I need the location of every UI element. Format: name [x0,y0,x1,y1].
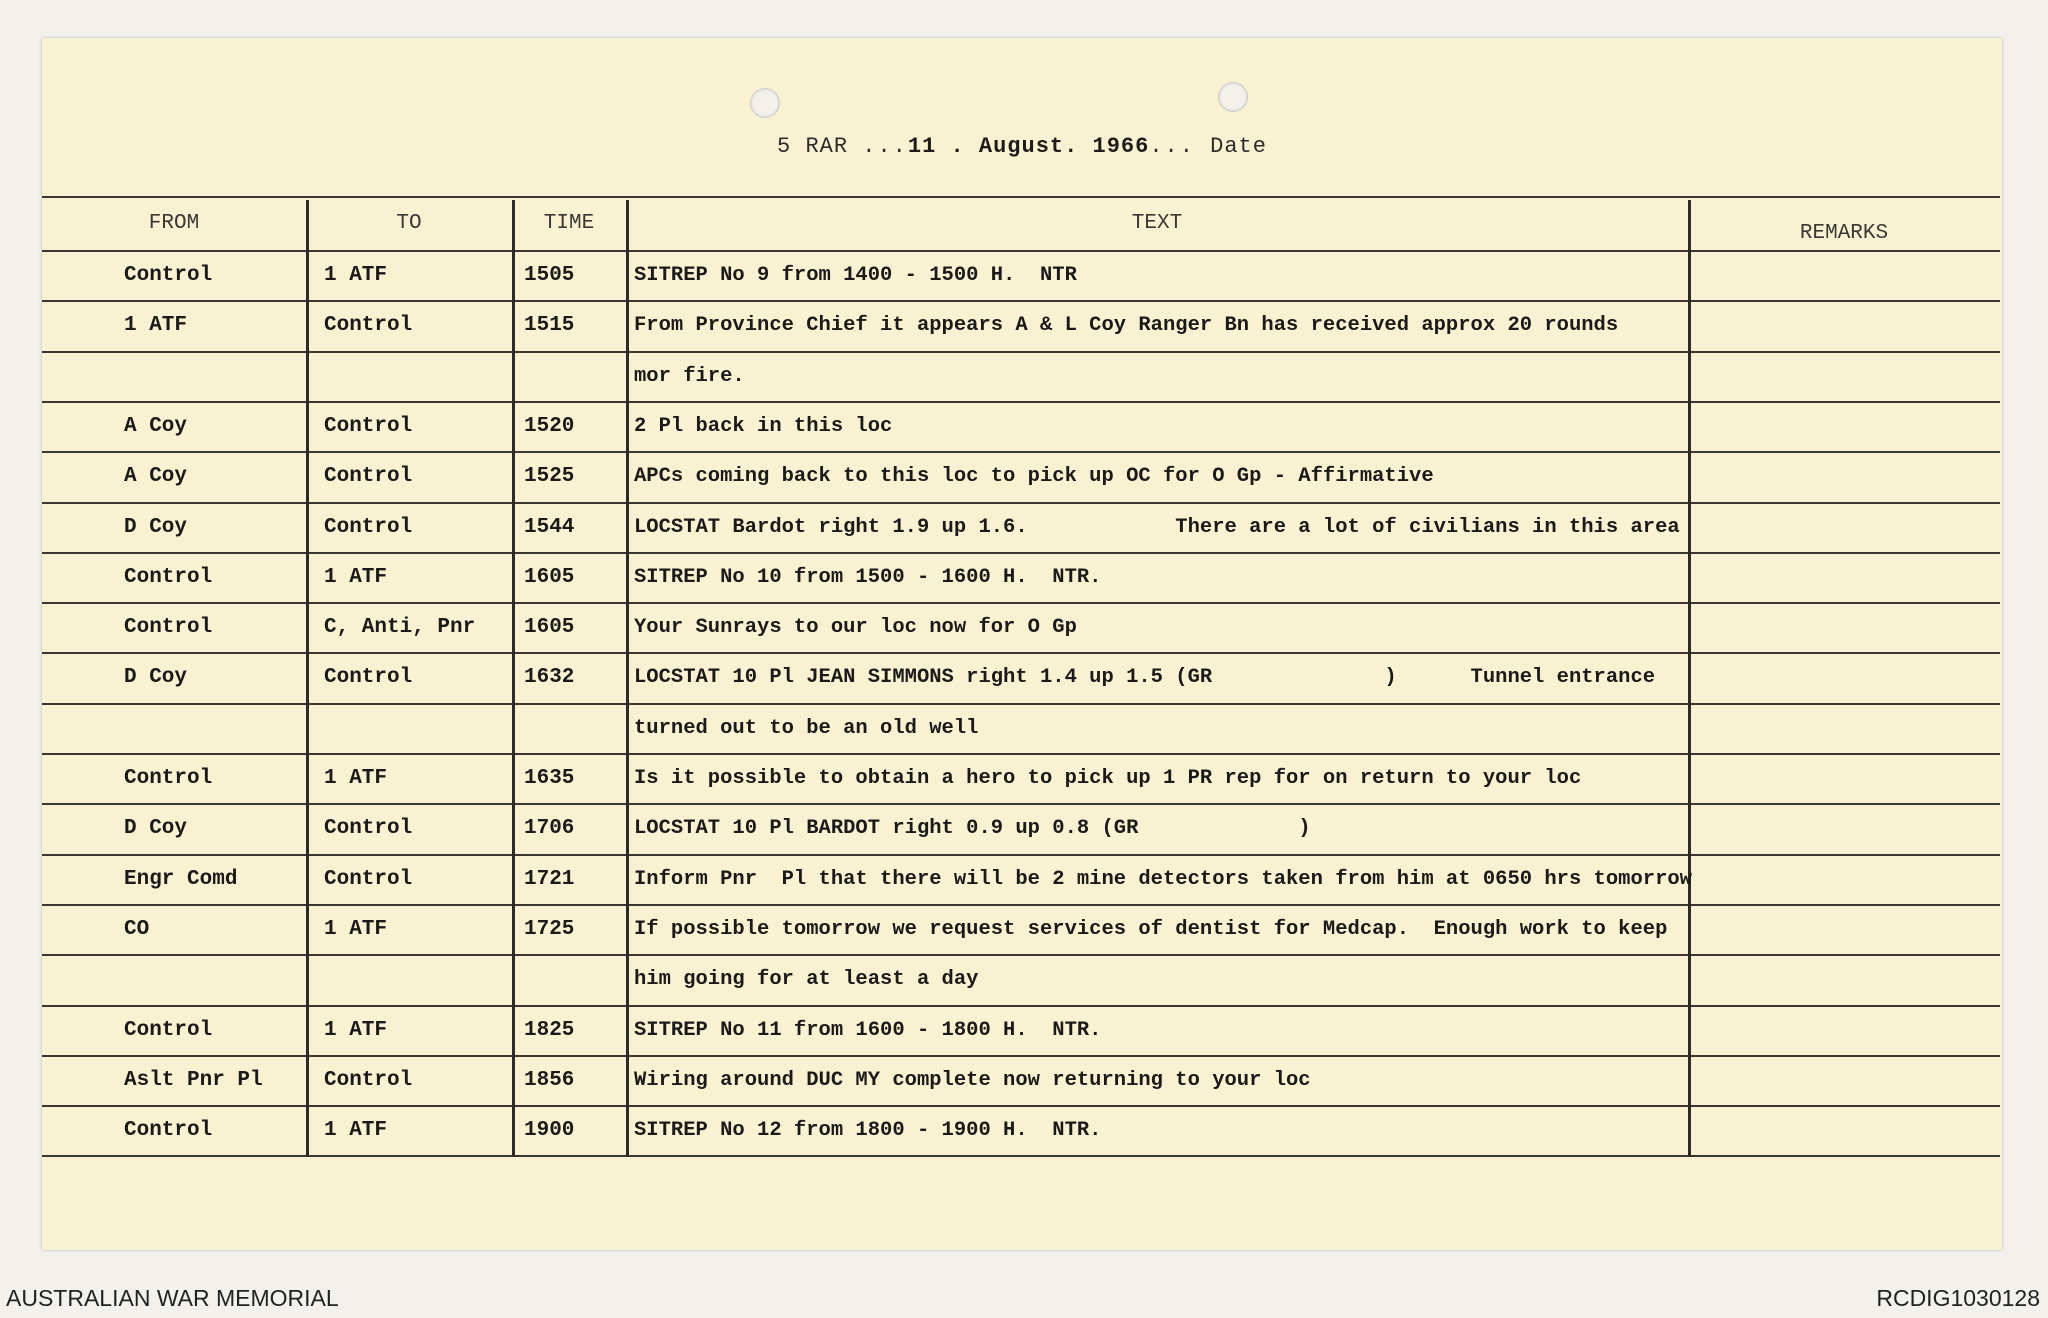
column-header-text: TEXT [1131,212,1183,235]
cell-to: Control [324,867,413,891]
cell-from: D Coy [124,817,188,841]
footer-left: AUSTRALIAN WAR MEMORIAL [6,1285,339,1311]
row-rule [42,1155,2000,1157]
cell-text: LOCSTAT Bardot right 1.9 up 1.6. There are a lot of civilians in this area [634,515,1680,539]
punch-hole-left [750,88,780,118]
cell-text: Wiring around DUC MY complete now returning to your loc [634,1068,1311,1092]
cell-from: Aslt Pnr Pl [124,1068,263,1092]
cell-time: 1725 [524,917,575,941]
document-sheet [42,38,2002,1250]
cell-to: 1 ATF [324,917,388,941]
cell-to: 1 ATF [324,264,388,287]
column-rule [626,200,629,1157]
row-rule [42,351,2000,353]
cell-from: Control [124,616,213,640]
cell-text: LOCSTAT 10 Pl JEAN SIMMONS right 1.4 up 1.5 (GR ) Tunnel entrance [634,666,1656,690]
unit-label: 5 RAR [777,134,849,159]
date-label: Date [1210,134,1267,159]
column-header-to: TO [396,212,422,235]
cell-time: 1635 [524,767,575,790]
cell-from: 1 ATF [124,314,188,338]
cell-to: Control [324,465,413,489]
punch-hole-right [1218,82,1248,112]
column-rule [1688,200,1691,1157]
cell-from: Control [124,565,213,589]
cell-time: 1605 [524,565,575,589]
cell-text: Is it possible to obtain a hero to pick up 1 PR rep for on return to your loc [634,767,1582,790]
cell-to: Control [324,414,413,438]
cell-to: Control [324,314,413,338]
cell-text: If possible tomorrow we request services of dentist for Medcap. Enough work to keep [634,917,1668,941]
cell-to: Control [324,1068,413,1092]
cell-text: SITREP No 12 from 1800 - 1900 H. NTR. [634,1119,1102,1143]
row-rule [42,300,2000,302]
row-rule [42,1105,2000,1107]
column-rule [512,200,515,1157]
header-bottom-rule [42,250,2000,252]
cell-from: Control [124,767,213,790]
row-rule [42,954,2000,956]
cell-time: 1632 [524,666,575,690]
row-rule [42,1005,2000,1007]
cell-time: 1900 [524,1119,575,1143]
cell-text: mor fire. [634,364,745,388]
cell-time: 1544 [524,515,575,539]
column-rule [306,200,309,1157]
row-rule [42,703,2000,705]
cell-time: 1721 [524,867,575,891]
cell-from: D Coy [124,666,188,690]
cell-time: 1856 [524,1068,575,1092]
cell-to: Control [324,515,413,539]
row-rule [42,502,2000,504]
cell-to: C, Anti, Pnr [324,616,476,640]
footer-right: RCDIG1030128 [1876,1285,2040,1311]
cell-time: 1825 [524,1018,575,1042]
cell-to: 1 ATF [324,1018,388,1042]
row-rule [42,602,2000,604]
row-rule [42,552,2000,554]
column-header-time: TIME [543,212,595,235]
cell-from: Engr Comd [124,867,238,891]
cell-text: 2 Pl back in this loc [634,414,893,438]
cell-from: CO [124,917,150,941]
cell-text: LOCSTAT 10 Pl BARDOT right 0.9 up 0.8 (GR ) [634,817,1311,841]
row-rule [42,753,2000,755]
cell-text: Your Sunrays to our loc now for O Gp [634,616,1077,640]
cell-to: Control [324,666,413,690]
cell-time: 1525 [524,465,575,489]
cell-text: turned out to be an old well [634,716,979,740]
cell-from: Control [124,264,213,287]
cell-from: D Coy [124,515,188,539]
row-rule [42,854,2000,856]
cell-text: SITREP No 11 from 1600 - 1800 H. NTR. [634,1018,1102,1042]
column-header-from: FROM [148,212,200,235]
row-rule [42,451,2000,453]
cell-text: SITREP No 9 from 1400 - 1500 H. NTR [634,264,1077,287]
cell-from: A Coy [124,414,188,438]
row-rule [42,904,2000,906]
cell-time: 1520 [524,414,575,438]
row-rule [42,1055,2000,1057]
column-header-remarks: REMARKS [1799,222,1889,245]
row-rule [42,652,2000,654]
cell-to: 1 ATF [324,565,388,589]
cell-text: SITREP No 10 from 1500 - 1600 H. NTR. [634,565,1102,589]
cell-time: 1515 [524,314,575,338]
cell-time: 1605 [524,616,575,640]
cell-text: him going for at least a day [634,968,979,992]
date-value: 11 . August. 1966 [907,134,1150,159]
cell-from: Control [124,1119,213,1143]
table-top-rule [42,196,2000,198]
cell-text: From Province Chief it appears A & L Coy Ranger Bn has received approx 20 rounds [634,314,1619,338]
cell-time: 1505 [524,264,575,287]
row-rule [42,803,2000,805]
cell-from: A Coy [124,465,188,489]
row-rule [42,401,2000,403]
cell-to: 1 ATF [324,1119,388,1143]
cell-from: Control [124,1018,213,1042]
cell-time: 1706 [524,817,575,841]
cell-text: APCs coming back to this loc to pick up OC for O Gp - Affirmative [634,465,1434,489]
cell-to: Control [324,817,413,841]
cell-to: 1 ATF [324,767,388,790]
document-header: 5 RAR ...11 . August. 1966... Date [777,134,1267,159]
cell-text: Inform Pnr Pl that there will be 2 mine detectors taken from him at 0650 hrs tomorrow [634,867,1692,891]
